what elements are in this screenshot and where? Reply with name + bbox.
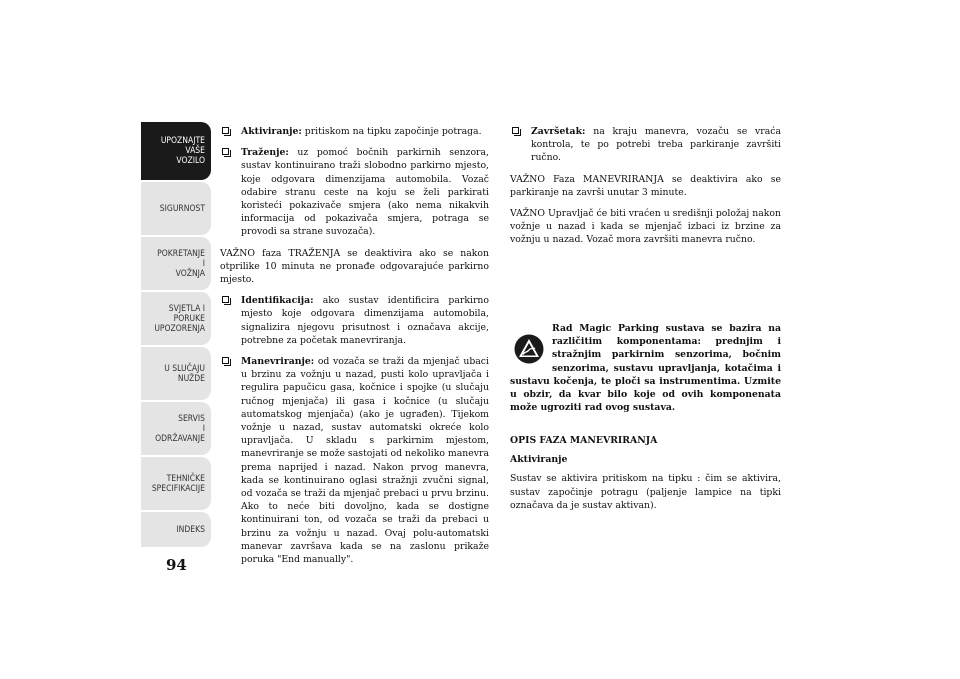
maneuver-phases-section (510, 434, 781, 518)
tab-label: VOZILO (176, 156, 205, 166)
list-item (220, 294, 489, 347)
tab-tehnicke-specifikacije[interactable] (141, 457, 211, 510)
tab-label: TEHNIČKE (166, 473, 205, 484)
right-column (510, 125, 781, 255)
warning-box (510, 322, 781, 414)
tab-label: INDEKS (176, 524, 205, 535)
tab-sigurnost[interactable] (141, 182, 211, 235)
item-label: Identifikacija: (241, 295, 314, 307)
tab-label: SPECIFIKACIJE (151, 483, 205, 494)
tab-pokretanje-i-voznja[interactable] (141, 237, 211, 290)
item-text: na kraju manevra, vozaču se vraća kontrola, te po potrebi treba parkiranje završiti ručno. (531, 126, 781, 164)
checkbox-bullet-icon (512, 127, 519, 134)
subsection-heading: Aktiviranje (510, 454, 568, 466)
list-item (220, 355, 489, 566)
checkbox-bullet-icon (222, 127, 229, 134)
tab-label: SVJETLA I (168, 303, 205, 314)
tab-label: I (202, 258, 205, 269)
warning-text: Rad Magic Parking sustava se bazira na različitim komponentama: prednjim i stražnjim parkirnim senzorima, bočnim senzorima, sustavu upravljanja, kotačima i sustavu kočenja, te ploči sa instrumentima. Uzmite u obzir, da kvar bilo koje od ovih komponenata može ugroziti rad ovog sustava. (510, 323, 781, 414)
tab-indeks[interactable] (141, 512, 211, 547)
left-column (220, 125, 489, 574)
tab-u-slucaju-nuzde[interactable] (141, 347, 211, 400)
tab-svjetla-i-poruke-upozorenja[interactable] (141, 292, 211, 345)
checkbox-bullet-icon (222, 357, 229, 364)
note-paragraph: VAŽNO Faza MANEVRIRANJA se deaktivira ako se parkiranje na završi unutar 3 minute. (510, 173, 781, 198)
item-text: pritiskom na tipku započinje potraga. (301, 126, 482, 137)
tab-label: POKRETANJE (157, 248, 205, 259)
list-item (220, 125, 489, 138)
tab-servis-i-odrzavanje[interactable] (141, 402, 211, 455)
item-text: od vozača se traži da mjenjač ubaci u brzinu za vožnju u nazad, pusti kolo upravljača i regulira papučicu gasa, kočnice i spojke (u slučaju ručnog mjenjača) ili gasa i kočnice (u slučaju automatskog mjenjača) (ako je ugrađen). Tijekom vožnje u nazad, sustav automatski okreće kolo upravljača. U skladu s parkirnim mjestom, manevriranje se može sastojati od nekoliko manevra prema naprijed i nazad. Nakon prvog manevra, kada se kontinuirano oglasi stražnji zvučni signal, od vozača se traži da mjenjač prebaci u prvu brzinu. Ako to neće biti dovoljno, kada se dostigne kontinuirani ton, od vozača se traži da prebaci u brzinu za vožnju u nazad. Ovaj polu-automatski manevar završava kada se na zaslonu prikaže poruka "End manually". (241, 356, 489, 566)
tab-label: UPOZORENJA (154, 323, 205, 334)
list-item (510, 125, 781, 165)
page-number: 94 (166, 556, 187, 574)
tab-label: VAŠE (185, 146, 205, 156)
checkbox-bullet-icon (222, 148, 229, 155)
tab-upoznajte-vase-vozilo[interactable] (141, 122, 211, 180)
checkbox-bullet-icon (222, 296, 229, 303)
item-text: uz pomoć bočnih parkirnih senzora, sustav kontinuirano traži slobodno parkirno mjesto, koje odgovara dimenzijama automobila. Vozač odabire stranu ceste na koju se želi parkirati koristeći pokazivače smjera (ako nema nikakvih informacija od pokazivača smjera, potraga se provodi sa strane suvozača). (241, 147, 489, 238)
note-paragraph: VAŽNO faza TRAŽENJA se deaktivira ako se nakon otprilike 10 minuta ne pronađe odgovarajuće parkirno mjesto. (220, 247, 489, 286)
tab-label: NUŽDE (177, 373, 205, 384)
tab-label: I (202, 423, 205, 434)
item-label: Završetak: (531, 126, 586, 137)
tab-label: ODRŽAVANJE (155, 433, 205, 444)
item-label: Manevriranje: (241, 356, 315, 368)
tab-label: SIGURNOST (159, 203, 205, 214)
tab-label: SERVIS (178, 413, 205, 424)
tab-label: VOŽNJA (175, 268, 205, 279)
body-paragraph: Sustav se aktivira pritiskom na tipku : čim se aktivira, sustav započinje potragu (paljenje lampice na tipki označava da je sustav aktivan). (510, 473, 781, 511)
tab-label: U SLUČAJU (164, 363, 205, 374)
list-item (220, 146, 489, 238)
item-text: ako sustav identificira parkirno mjesto koje odgovara dimenzijama automobila, signalizira njegovu prisutnost i označava akcije, potrebne za početak manevriranja. (241, 295, 489, 346)
note-paragraph: VAŽNO Upravljač će biti vraćen u središnji položaj nakon vožnje u nazad i kada se mjenjač izbaci iz brzine za vožnju u nazad. Vozač mora završiti manevra ručno. (510, 208, 781, 246)
item-label: Traženje: (241, 147, 289, 159)
section-heading: OPIS FAZA MANEVRIRANJA (510, 435, 658, 446)
tab-label: PORUKE (173, 313, 205, 324)
item-label: Aktiviranje: (241, 126, 302, 137)
warning-triangle-icon (514, 334, 544, 364)
tab-label: UPOZNAJTE (160, 136, 205, 146)
